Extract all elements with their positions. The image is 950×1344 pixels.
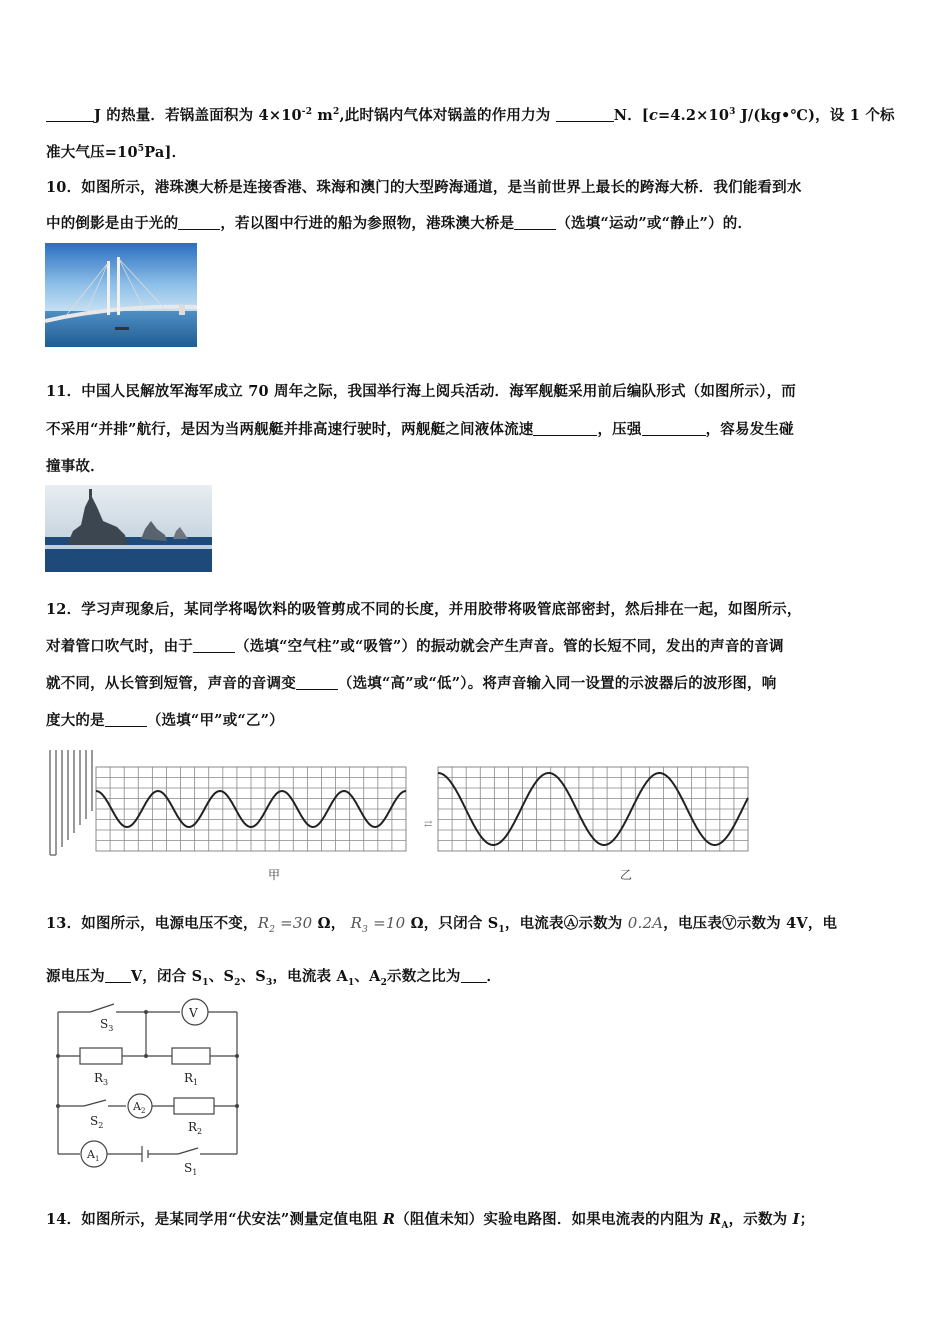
- straw-pipes: [50, 750, 92, 855]
- answer-blank[interactable]: [556, 107, 614, 122]
- q12-line3: 就不同，从长管到短管，声音的音调变 （选填“高”或“低”）。将声音输入同一设置的示波器后的波形图，响: [46, 675, 777, 692]
- q10-line1: 10．如图所示，港珠澳大桥是连接香港、珠海和澳门的大型跨海通道，是当前世界上最长的跨海大桥．我们能看到水: [46, 179, 802, 196]
- q10-line2: 中的倒影是由于光的 ，若以图中行进的船为参照物，港珠澳大桥是 （选填“运动”或“静止”）的．: [46, 215, 753, 232]
- answer-blank[interactable]: [178, 215, 220, 230]
- q11-line2: 不采用“并排”航行，是因为当两舰艇并排高速行驶时，两舰艇之间液体流速 ，压强 ，容易发生碰: [46, 421, 794, 438]
- answer-blank[interactable]: [193, 638, 235, 653]
- q12-line1: 12．学习声现象后，某同学将喝饮料的吸管剪成不同的长度，并用胶带将吸管底部密封，然后排在一起，如图所示，: [46, 601, 802, 618]
- q12-line4: 度大的是 （选填“甲”或“乙”）: [46, 712, 284, 729]
- switch-s2-label: $S_2$: [90, 1114, 104, 1130]
- answer-blank[interactable]: [642, 421, 706, 436]
- straws-and-waveforms-figure: [46, 745, 756, 860]
- label-yi: 乙: [620, 868, 633, 882]
- warship-photo: [45, 485, 212, 572]
- q11-line3: 撞事故．: [46, 458, 105, 475]
- q13-line2: 源电压为 V，闭合 $S_1$、$S_2$、$S_3$，电流表 $A_1$、$A_2$示数之比为 ．: [46, 968, 502, 988]
- q9-line1: J 的热量．若锅盖面积为 $4\times 10^{-2}$ $m^2$,此时锅内气体对锅盖的作用力为 N．[$c=4.2\times 10^3$ J/(kg•℃)，设 1 个标: [46, 104, 895, 125]
- voltmeter-label: V: [189, 1006, 198, 1020]
- q14-line1: 14．如图所示，是某同学用“伏安法”测量定值电阻 R（阻值未知）实验电路图．如果电流表的内阻为 $R_A$，示数为 I；: [46, 1211, 815, 1231]
- answer-blank[interactable]: [296, 675, 338, 690]
- q11-line1: 11．中国人民解放军海军成立 70 周年之际，我国举行海上阅兵活动．海军舰艇采用前后编队形式（如图所示），而: [46, 383, 796, 400]
- answer-blank[interactable]: [514, 215, 556, 230]
- arrow-mark: ⇄: [424, 819, 433, 830]
- q12-line2: 对着管口吹气时，由于 （选填“空气柱”或“吸管”）的振动就会产生声音。管的长短不同，发出的声音的音调: [46, 638, 784, 655]
- circuit-diagram: [50, 998, 250, 1178]
- bridge-photo: [45, 243, 197, 347]
- answer-blank[interactable]: [461, 968, 487, 983]
- answer-blank[interactable]: [533, 421, 597, 436]
- label-jia: 甲: [268, 868, 281, 882]
- switch-s1-label: $S_1$: [184, 1161, 198, 1177]
- resistor-r1-label: $R_1$: [184, 1071, 199, 1087]
- answer-blank[interactable]: [46, 107, 94, 122]
- q13-line1: 13．如图所示，电源电压不变，$R_2 =30$ Ω， $R_3 =10$ Ω，只闭合 $S_1$，电流表Ⓐ示数为 0.2A，电压表Ⓥ示数为 4V，电: [46, 914, 838, 935]
- answer-blank[interactable]: [105, 712, 147, 727]
- answer-blank[interactable]: [105, 968, 131, 983]
- ammeter-a1-label: $A_1$: [87, 1148, 100, 1163]
- resistor-r2-label: $R_2$: [188, 1120, 203, 1136]
- q9-line2: 准大气压$=10^5Pa$]．: [46, 144, 187, 161]
- resistor-r3-label: $R_3$: [94, 1071, 109, 1087]
- switch-s3-label: $S_3$: [100, 1017, 114, 1033]
- ammeter-a2-label: $A_2$: [133, 1100, 146, 1115]
